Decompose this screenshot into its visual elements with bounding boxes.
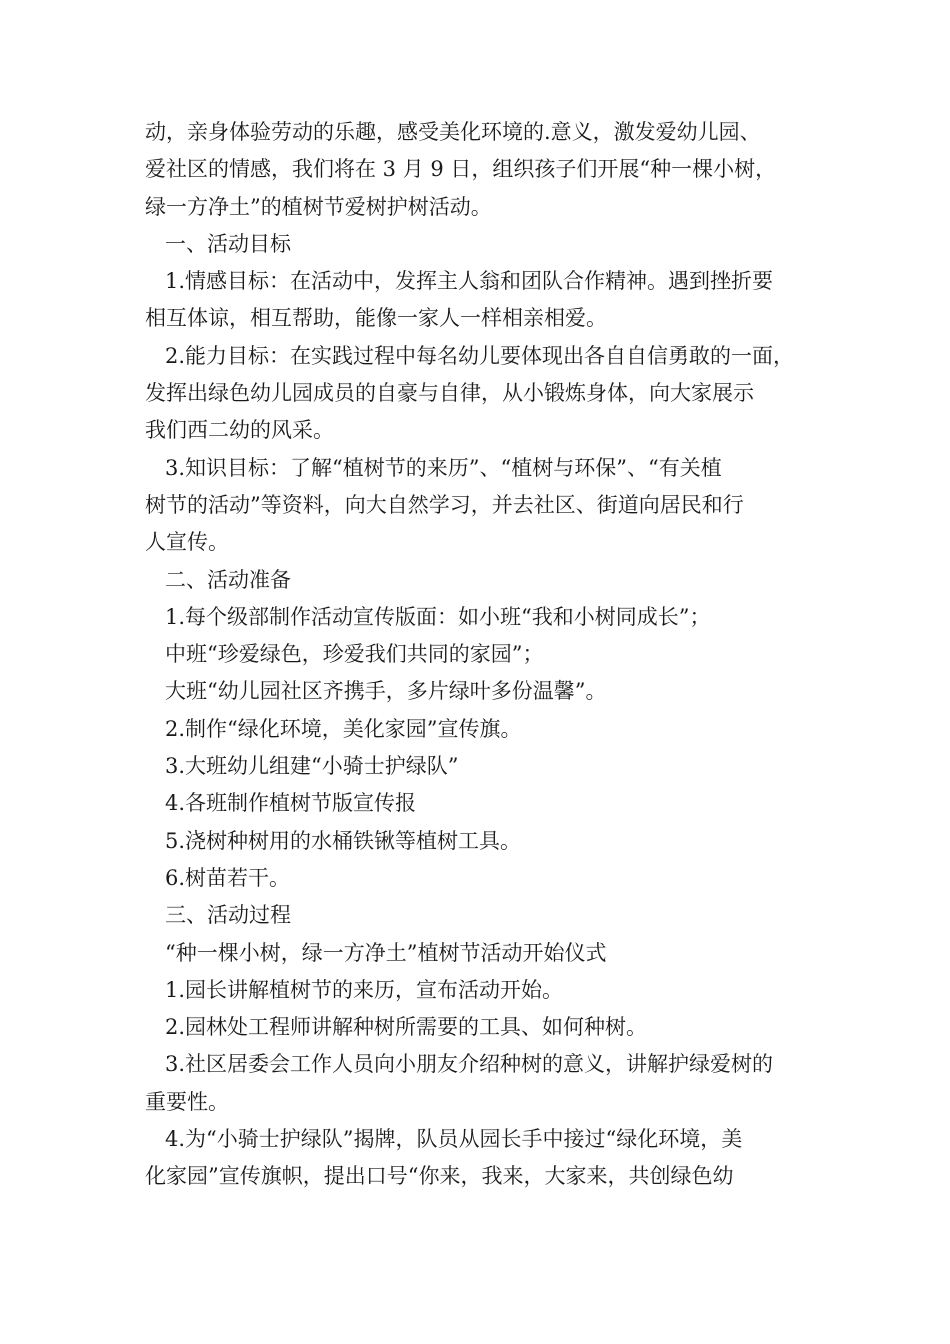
text-line: 大班“幼儿园社区齐携手，多片绿叶多份温馨”。	[165, 679, 607, 704]
text-line: 1.园长讲解植树节的来历，宣布活动开始。	[165, 977, 564, 1002]
text-line: 化家园”宣传旗帜，提出口号“你来，我来，大家来，共创绿色幼	[145, 1164, 734, 1189]
text-line: 一、活动目标	[165, 231, 291, 256]
text-line: 我们西二幼的风采。	[145, 418, 334, 443]
text-line: 6.树苗若干。	[165, 865, 291, 890]
text-line: 动，亲身体验劳动的乐趣，感受美化环境的.意义，激发爱幼儿园、	[145, 120, 761, 144]
text-line: 人宣传。	[145, 530, 229, 555]
text-line: 2.制作“绿化环境，美化家园”宣传旗。	[165, 716, 522, 741]
text-line: 树节的活动”等资料，向大自然学习，并去社区、街道向居民和行	[145, 492, 744, 517]
text-line: 4.各班制作植树节版宣传报	[165, 791, 417, 816]
text-line: 中班“珍爱绿色，珍爱我们共同的家园”；	[165, 642, 544, 667]
text-line: 三、活动过程	[165, 903, 291, 928]
text-line: 2.园林处工程师讲解种树所需要的工具、如何种树。	[165, 1015, 648, 1040]
text-line: 爱社区的情感，我们将在 3 月 9 日，组织孩子们开展“种一棵小树，	[145, 157, 777, 182]
text-line: 3.大班幼儿组建“小骑士护绿队”	[165, 754, 459, 779]
text-line: 二、活动准备	[165, 567, 291, 592]
text-line: 绿一方净土”的植树节爱树护树活动。	[145, 194, 492, 219]
text-line: 重要性。	[145, 1089, 229, 1114]
text-line: 5.浇树种树用的水桶铁锹等植树工具。	[165, 828, 522, 853]
document-body	[145, 114, 825, 1196]
text-line: 发挥出绿色幼儿园成员的自豪与自律，从小锻炼身体，向大家展示	[145, 381, 754, 406]
text-line: 1.每个级部制作活动宣传版面：如小班“我和小树同成长”；	[165, 604, 711, 629]
text-line: 1.情感目标：在活动中，发挥主人翁和团队合作精神。遇到挫折要	[165, 269, 774, 294]
text-line: “种一棵小树，绿一方净土”植树节活动开始仪式	[165, 940, 607, 965]
text-line: 相互体谅，相互帮助，能像一家人一样相亲相爱。	[145, 306, 607, 331]
text-line: 4.为“小骑士护绿队”揭牌，队员从园长手中接过“绿化环境，美	[165, 1127, 743, 1152]
text-line: 3.社区居委会工作人员向小朋友介绍种树的意义，讲解护绿爱树的	[165, 1052, 774, 1077]
text-line: 3.知识目标：了解“植树节的来历”、“植树与环保”、“有关植	[165, 455, 722, 480]
text-line: 2.能力目标：在实践过程中每名幼儿要体现出各自自信勇敢的一面，	[165, 343, 795, 368]
